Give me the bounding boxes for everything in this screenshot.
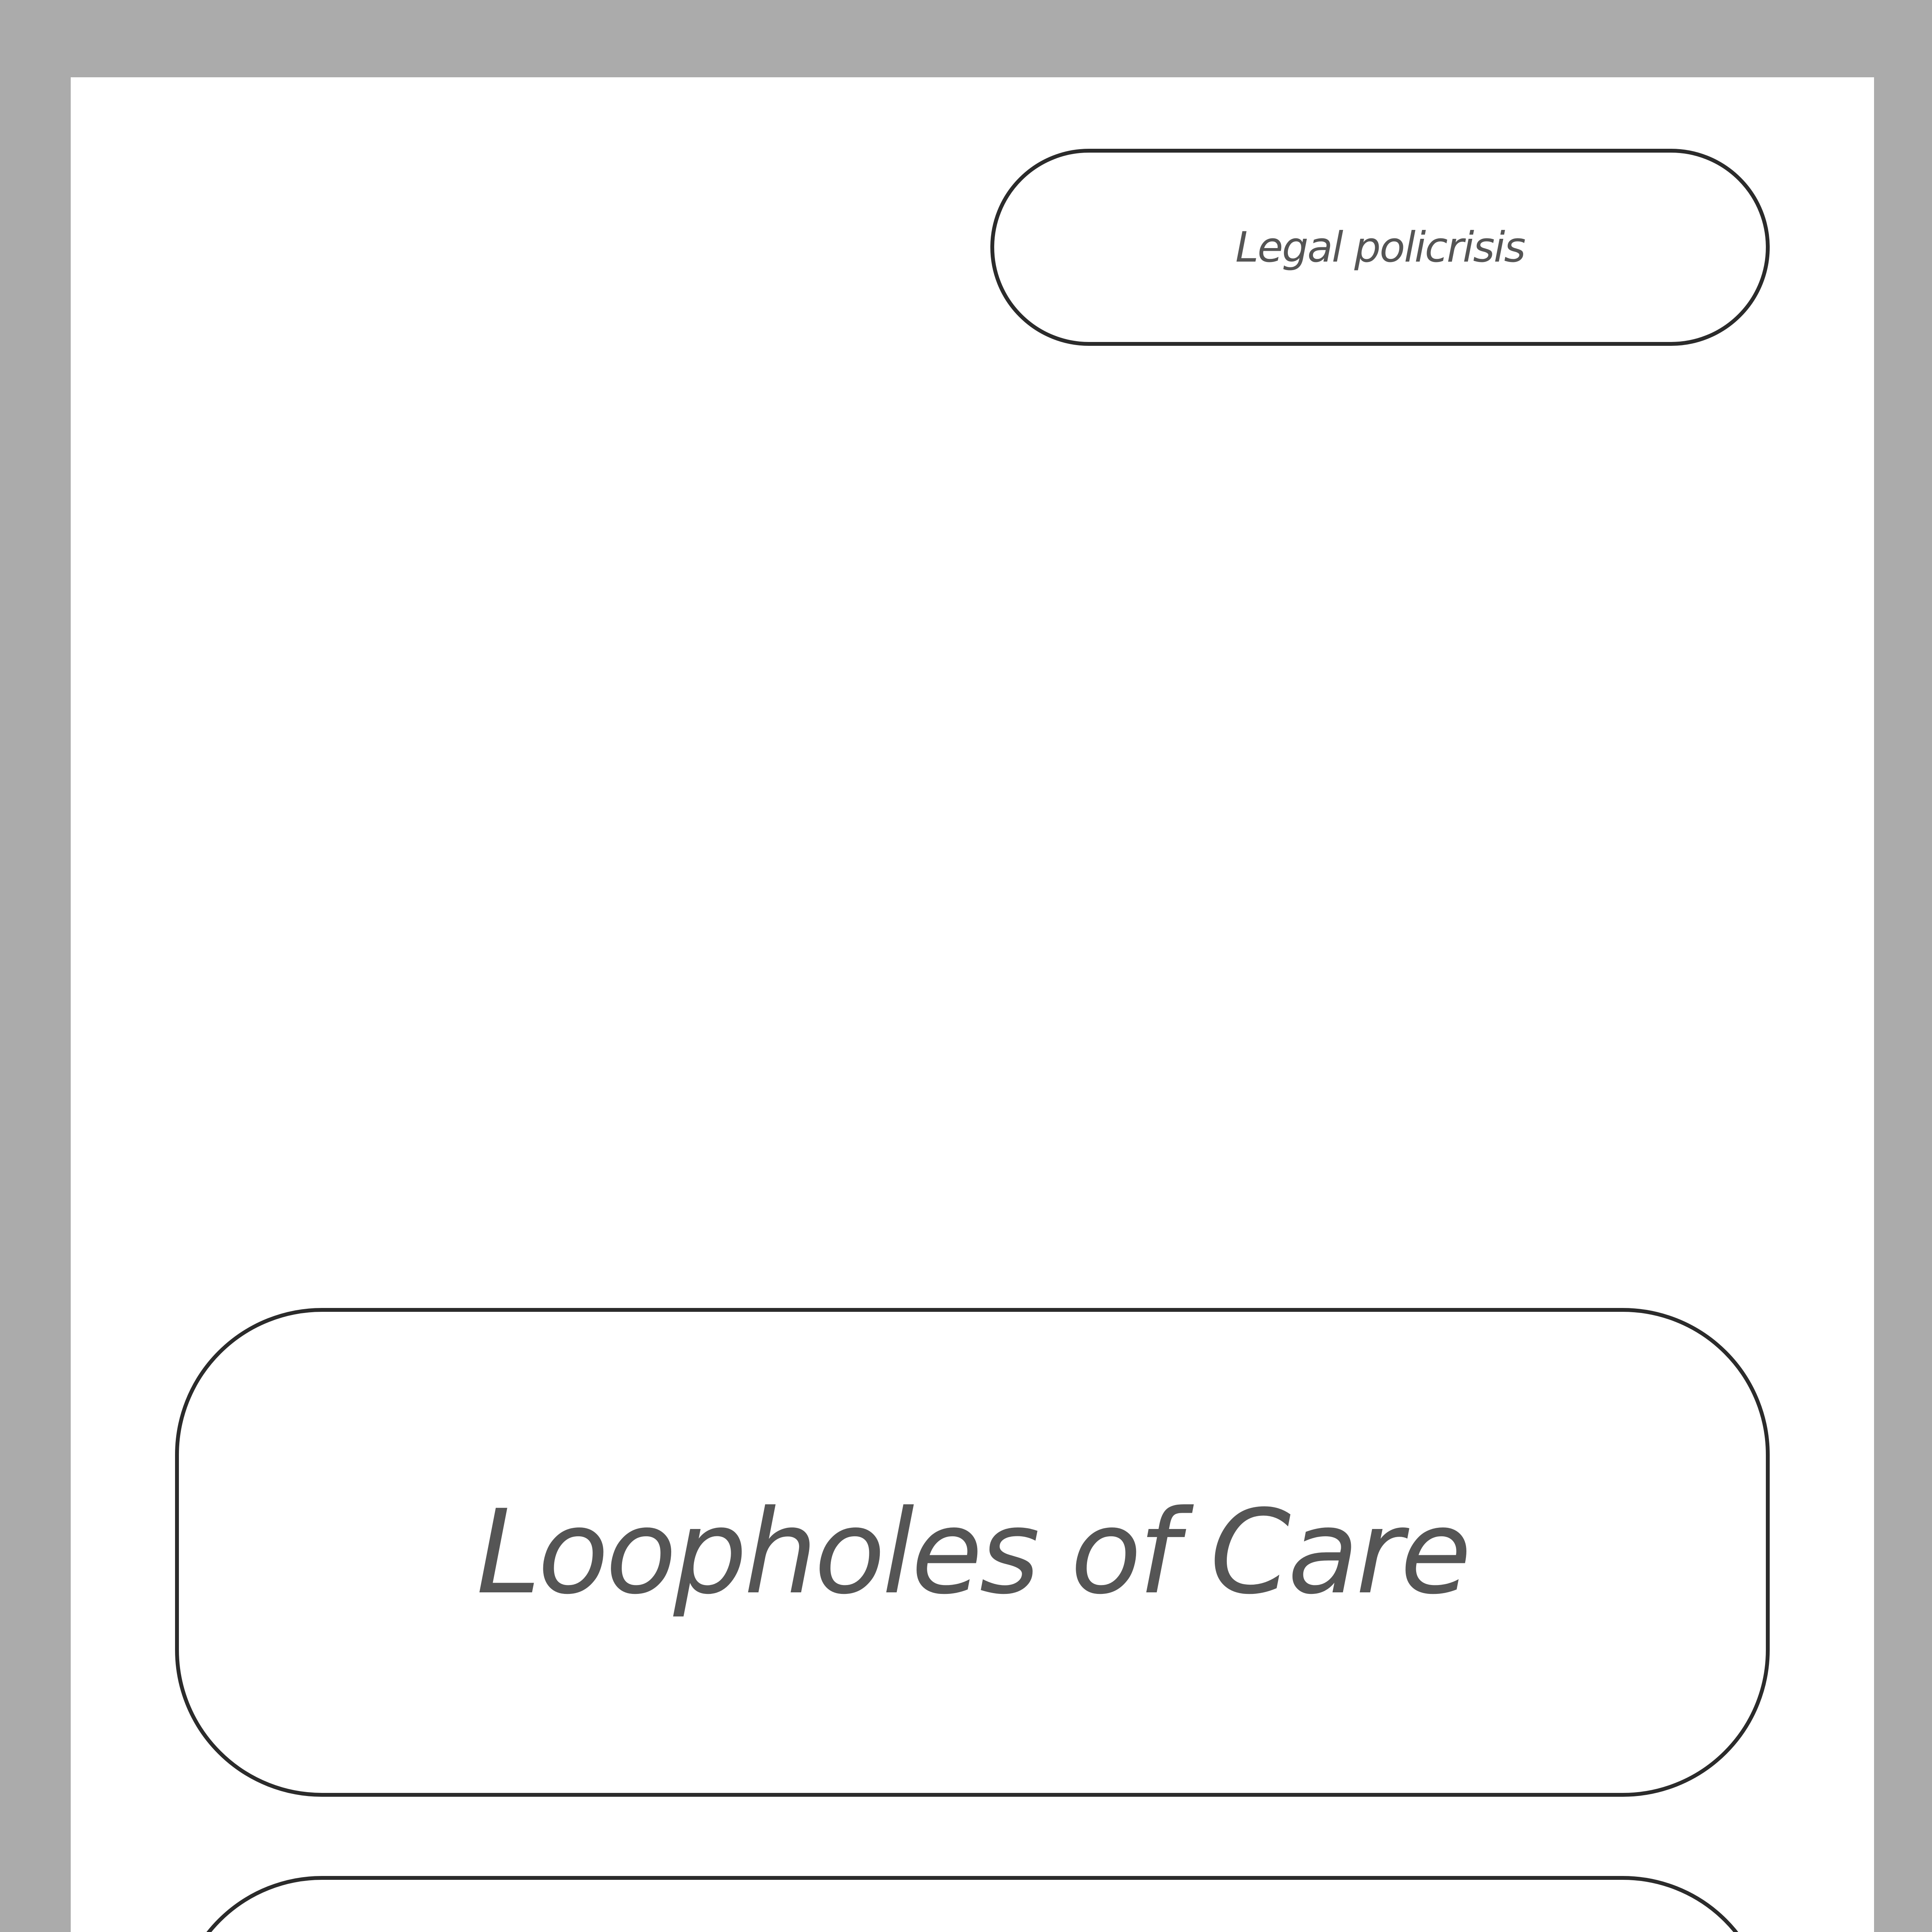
category-pill xyxy=(990,149,1770,346)
card-title: Loopholes of Care xyxy=(476,1485,1469,1620)
card xyxy=(71,77,1874,1932)
description-box xyxy=(175,1876,1770,1932)
title-box xyxy=(175,1308,1770,1797)
category-label: Legal policrisis xyxy=(1235,223,1525,272)
